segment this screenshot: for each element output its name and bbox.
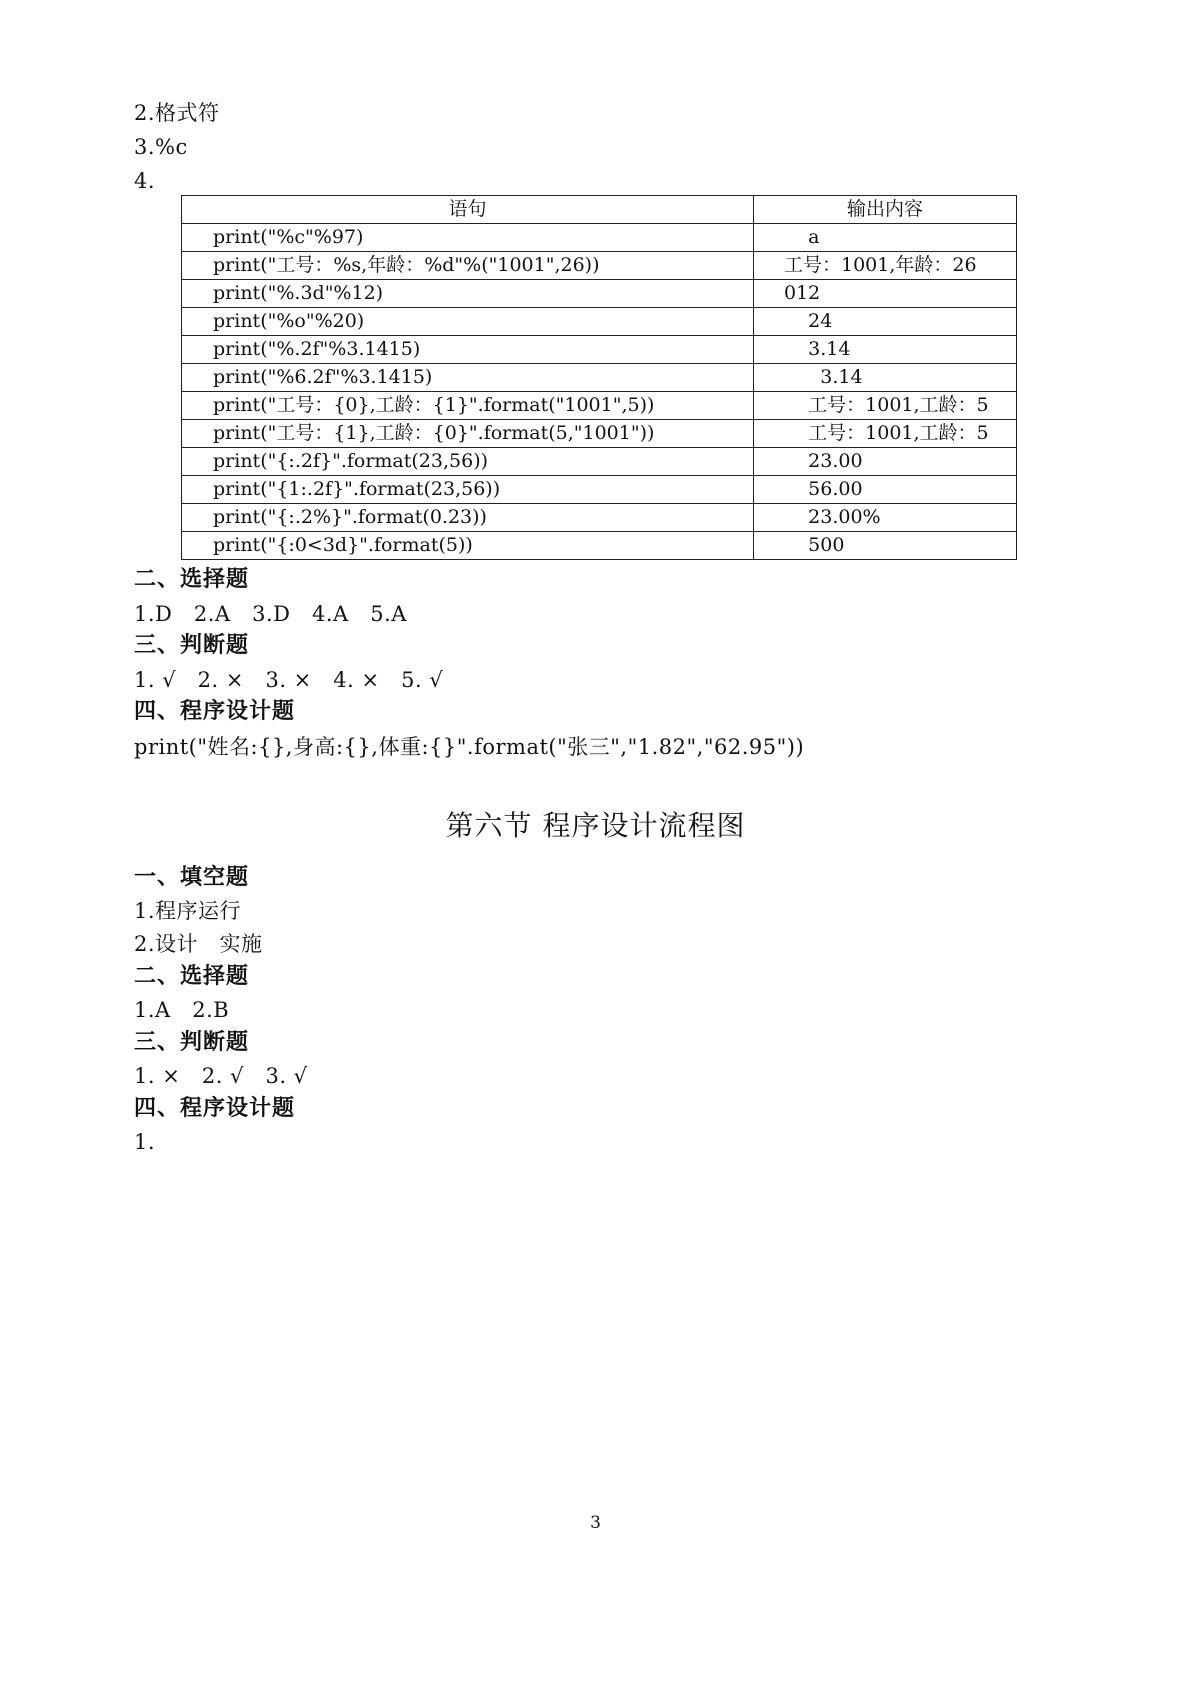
statement-cell: print("{:.2%}".format(0.23)) — [182, 504, 754, 532]
output-cell: 23.00% — [754, 504, 1017, 532]
fill-answer-2: 2.设计 实施 — [134, 932, 263, 956]
format-output-table — [181, 195, 1017, 560]
column-header-statement: 语句 — [182, 196, 754, 224]
choice-answers: 1.A 2.B — [134, 998, 230, 1022]
answer-item-3: 3.%c — [134, 135, 188, 159]
table-row — [182, 252, 1017, 280]
answer-item-4: 4. — [134, 169, 156, 193]
table-row — [182, 476, 1017, 504]
table-row — [182, 448, 1017, 476]
output-cell: 工号：1001,工龄：5 — [754, 420, 1017, 448]
statement-cell: print("%.2f"%3.1415) — [182, 336, 754, 364]
section-title: 第六节 程序设计流程图 — [445, 809, 746, 842]
answer-item-2: 2.格式符 — [134, 101, 220, 125]
fill-answer-1: 1.程序运行 — [134, 899, 242, 923]
statement-cell: print("{1:.2f}".format(23,56)) — [182, 476, 754, 504]
statement-cell: print("工号：%s,年龄：%d"%("1001",26)) — [182, 252, 754, 280]
output-cell: 3.14 — [754, 364, 1017, 392]
output-cell: 012 — [754, 280, 1017, 308]
statement-cell: print("%o"%20) — [182, 308, 754, 336]
statement-cell: print("%6.2f"%3.1415) — [182, 364, 754, 392]
table-row — [182, 336, 1017, 364]
output-cell: 23.00 — [754, 448, 1017, 476]
design-answer-1: 1. — [134, 1130, 156, 1154]
choice-heading: 二、选择题 — [134, 964, 250, 989]
table-row — [182, 532, 1017, 560]
fill-heading: 一、填空题 — [134, 865, 250, 890]
page-number: 3 — [590, 1513, 601, 1533]
output-cell: 56.00 — [754, 476, 1017, 504]
statement-cell: print("{:.2f}".format(23,56)) — [182, 448, 754, 476]
table-row — [182, 504, 1017, 532]
output-cell: 500 — [754, 532, 1017, 560]
choice-answers: 1.D 2.A 3.D 4.A 5.A — [134, 602, 407, 626]
judge-heading: 三、判断题 — [134, 633, 250, 658]
table-row — [182, 364, 1017, 392]
judge-heading: 三、判断题 — [134, 1030, 250, 1055]
table-row — [182, 280, 1017, 308]
output-cell: 工号：1001,年龄：26 — [754, 252, 1017, 280]
design-answer: print("姓名:{},身高:{},体重:{}".format("张三","1.82","62.95")) — [134, 735, 805, 759]
statement-cell: print("工号：{0},工龄：{1}".format("1001",5)) — [182, 392, 754, 420]
table-row — [182, 420, 1017, 448]
judge-answers: 1. √ 2. × 3. × 4. × 5. √ — [134, 668, 444, 692]
choice-heading: 二、选择题 — [134, 567, 250, 592]
output-cell: 工号：1001,工龄：5 — [754, 392, 1017, 420]
design-heading: 四、程序设计题 — [134, 699, 296, 724]
statement-cell: print("%c"%97) — [182, 224, 754, 252]
statement-cell: print("%.3d"%12) — [182, 280, 754, 308]
output-cell: 3.14 — [754, 336, 1017, 364]
column-header-output: 输出内容 — [754, 196, 1017, 224]
judge-answers: 1. × 2. √ 3. √ — [134, 1064, 308, 1088]
design-heading: 四、程序设计题 — [134, 1096, 296, 1121]
table-header-row — [182, 196, 1017, 224]
output-cell: 24 — [754, 308, 1017, 336]
table-row — [182, 308, 1017, 336]
statement-cell: print("工号：{1},工龄：{0}".format(5,"1001")) — [182, 420, 754, 448]
table-row — [182, 224, 1017, 252]
table-row — [182, 392, 1017, 420]
output-cell: a — [754, 224, 1017, 252]
statement-cell: print("{:0<3d}".format(5)) — [182, 532, 754, 560]
